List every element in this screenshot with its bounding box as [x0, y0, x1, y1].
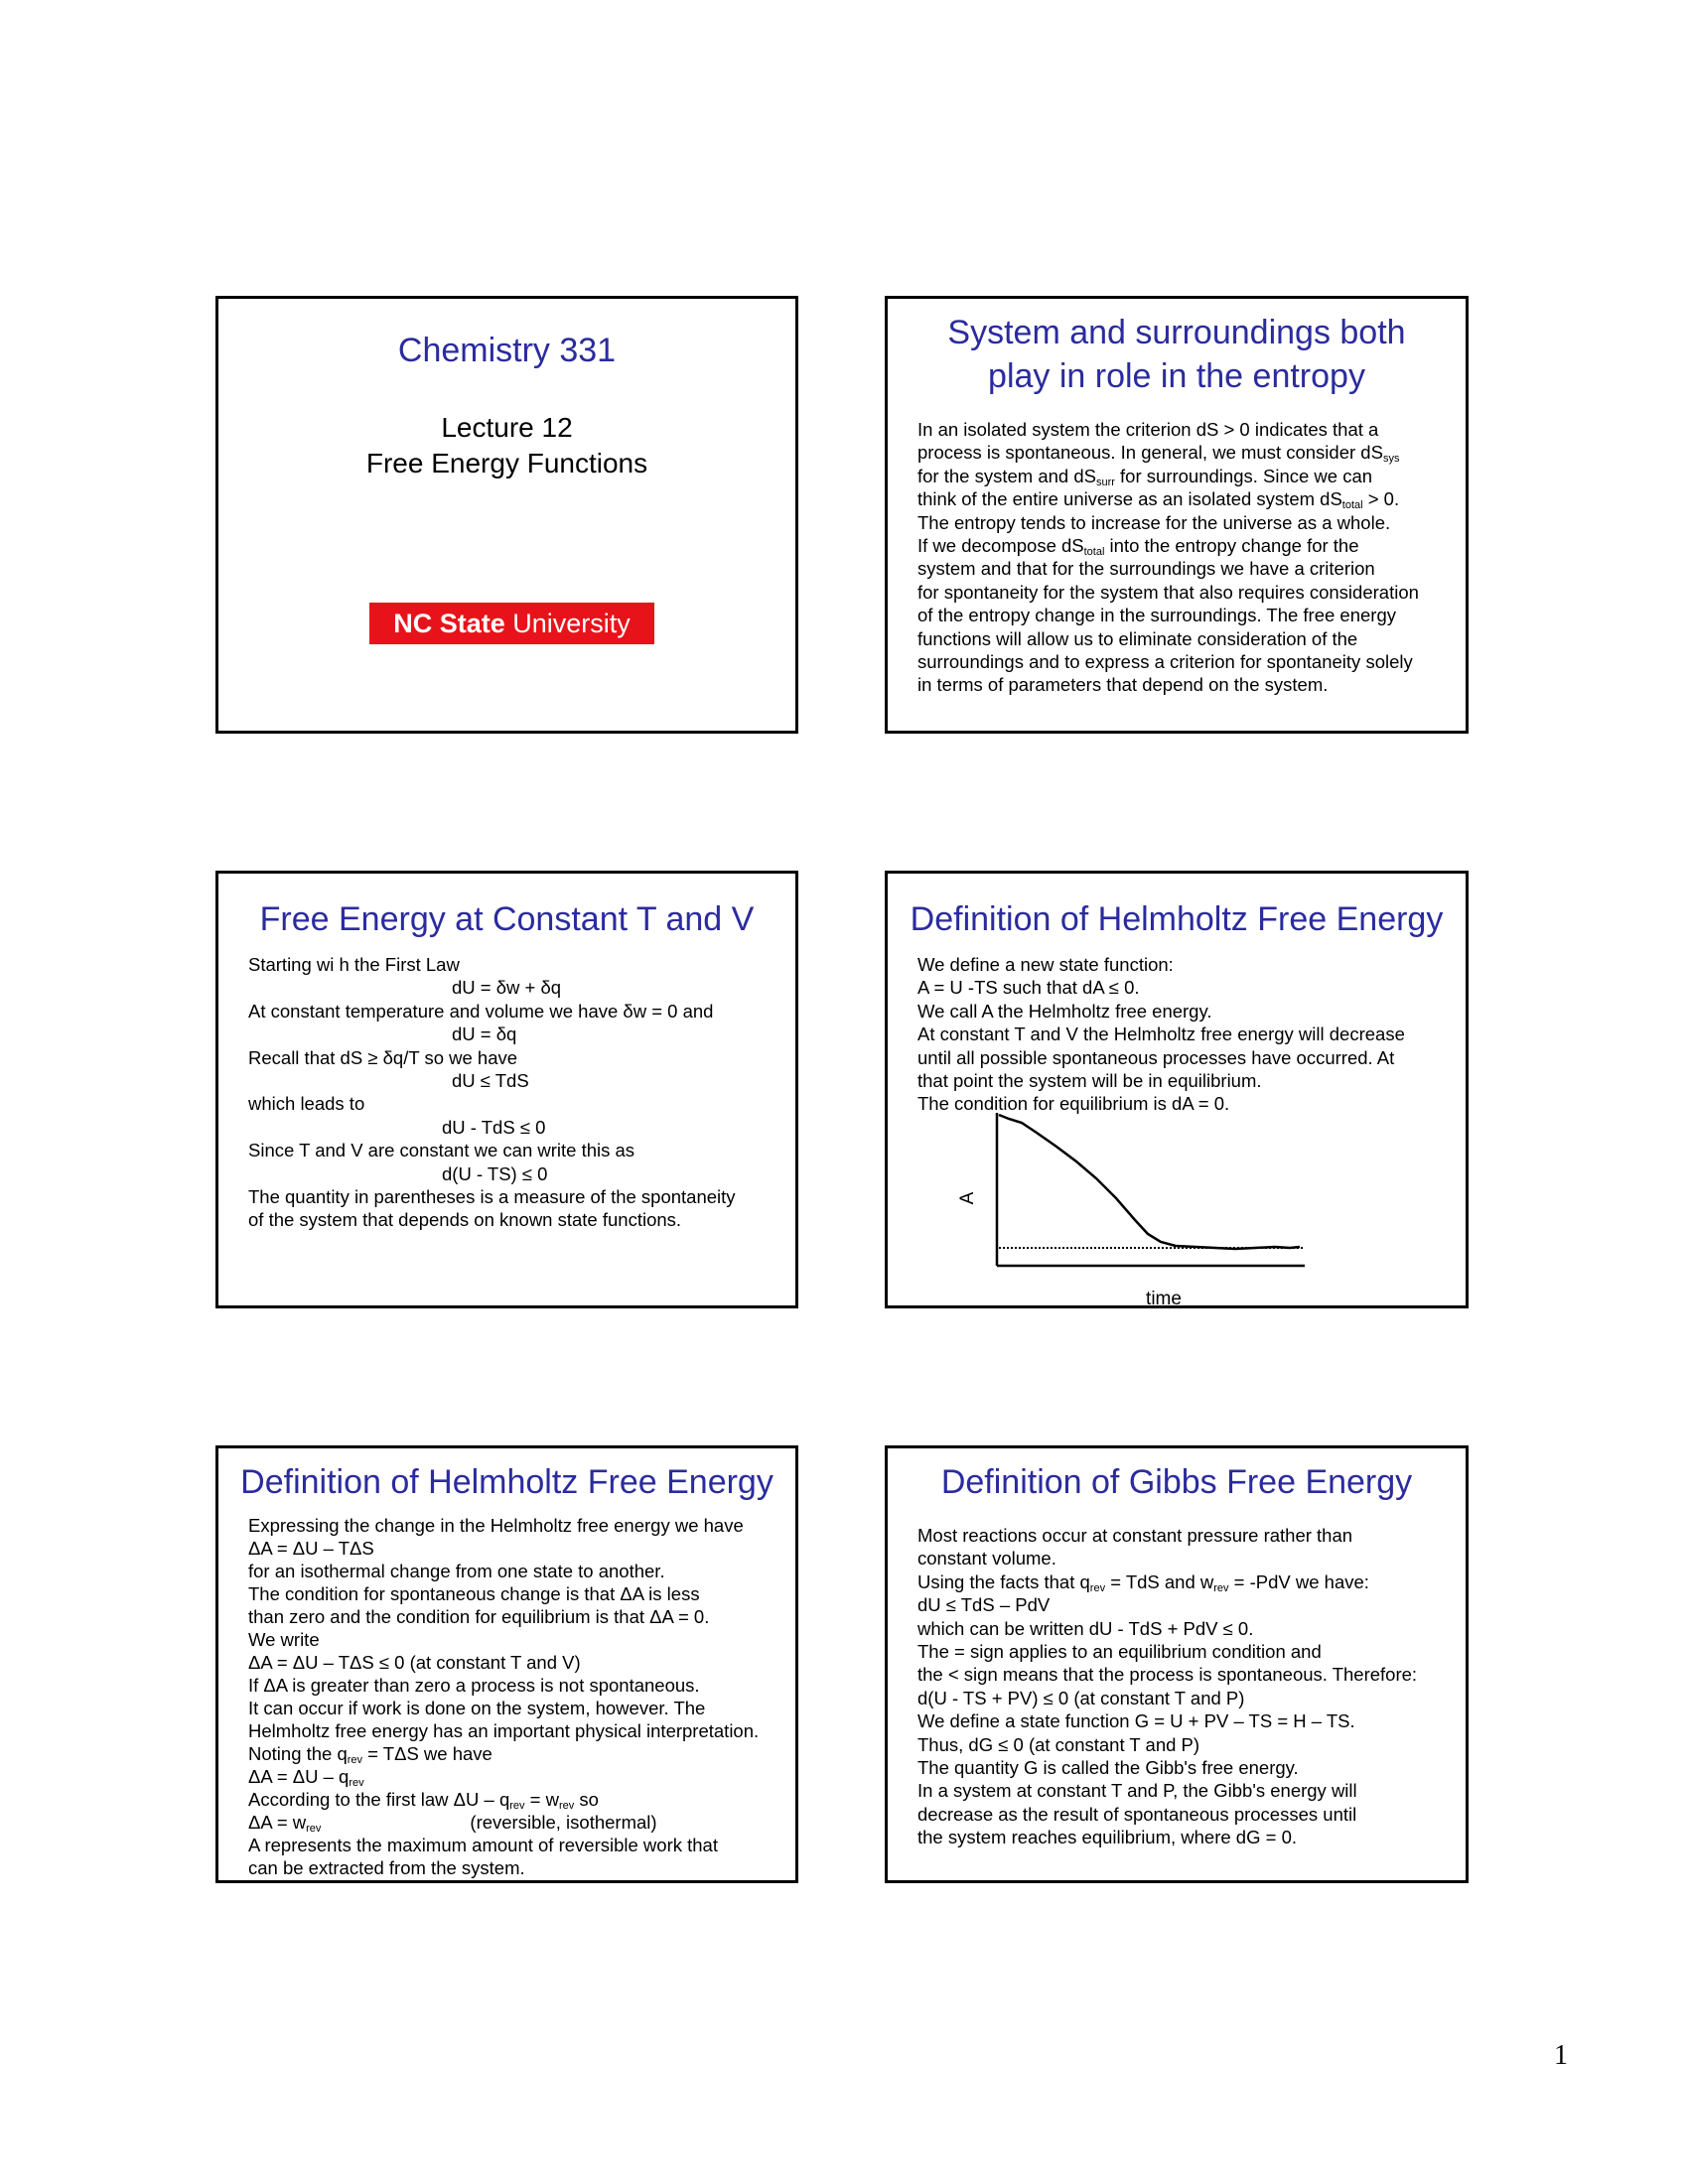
body-line: The quantity in parentheses is a measure of the spontaneity	[248, 1186, 736, 1208]
body-line: think of the entire universe as an isolated system $dS_{total} > 0$.	[917, 488, 1400, 512]
slide-body	[917, 1524, 1417, 1849]
body-line: In a system at constant T and P, the Gibb's energy will	[917, 1780, 1357, 1802]
body-line: of the system that depends on known state functions.	[248, 1209, 682, 1231]
body-line: process is spontaneous. In general, we must consider $dS_{sys}$	[917, 442, 1400, 466]
body-line: that point the system will be in equilibrium.	[917, 1070, 1262, 1092]
body-line: The entropy tends to increase for the universe as a whole.	[917, 511, 1391, 533]
body-line: dU ≤ TdS – PdV	[917, 1594, 1051, 1616]
logo-rest-text: University	[512, 609, 631, 638]
body-line: Since T and V are constant we can write this as	[248, 1140, 635, 1161]
body-line: than zero and the condition for equilibrium is that ΔA = 0.	[248, 1606, 710, 1627]
lecture-number: Lecture 12	[441, 412, 573, 443]
page-number: 1	[1554, 2040, 1568, 2071]
equation: dU - TdS ≤ 0	[442, 1116, 546, 1138]
slide-body	[248, 953, 736, 1232]
body-line: The quantity G is called the Gibb's free energy.	[917, 1757, 1299, 1779]
body-line: Most reactions occur at constant pressure rather than	[917, 1525, 1353, 1546]
body-line: can be extracted from the system.	[248, 1857, 525, 1878]
body-line: decrease as the result of spontaneous processes until	[917, 1803, 1357, 1825]
body-line: If we decompose $dS_{total}$ into the entropy change for the	[917, 535, 1359, 559]
equation: dU = δw + δq	[452, 977, 562, 999]
body-line: We define a state function G = U + PV – TS = H – TS.	[917, 1710, 1355, 1732]
body-line: $\Delta A = \Delta U - q_{rev}$	[248, 1766, 364, 1789]
body-line: We define a new state function:	[917, 954, 1174, 975]
body-line: system and that for the surroundings we have a criterion	[917, 558, 1375, 580]
slide-constant-t-v	[215, 871, 798, 1308]
body-line: ΔA = ΔU – TΔS ≤ 0 (at constant T and V)	[248, 1652, 581, 1673]
body-line: A = U -TS such that dA ≤ 0.	[917, 977, 1140, 999]
body-line: The condition for equilibrium is dA = 0.	[917, 1093, 1230, 1115]
body-line: We write	[248, 1629, 320, 1650]
body-line: If ΔA is greater than zero a process is not spontaneous.	[248, 1675, 700, 1696]
slide-body	[917, 418, 1419, 697]
body-line: d(U - TS + PV) ≤ 0 (at constant T and P)	[917, 1687, 1245, 1708]
slide-heading: Free Energy at Constant T and V	[259, 900, 755, 938]
reversible-note: (reversible, isothermal)	[470, 1812, 657, 1833]
slide-heading: Definition of Helmholtz Free Energy	[240, 1463, 774, 1501]
body-line: which can be written dU - TdS + PdV ≤ 0.	[917, 1617, 1254, 1639]
body-line: for the system and $dS_{surr}$ for surroundings. Since we can	[917, 465, 1373, 488]
body-line: Starting wi h the First Law	[248, 954, 460, 975]
slide-heading	[888, 311, 1466, 398]
slide-helmholtz-definition	[885, 871, 1469, 1308]
body-line: The condition for spontaneous change is that ΔA is less	[248, 1583, 700, 1604]
slide-gibbs-definition	[885, 1445, 1469, 1883]
helmholtz-graph	[937, 1107, 1354, 1305]
slide-heading: Definition of Helmholtz Free Energy	[910, 900, 1444, 938]
body-line: for an isothermal change from one state to another.	[248, 1561, 665, 1581]
body-line: In an isolated system the criterion dS > 0 indicates that a	[917, 419, 1379, 440]
body-line: the < sign means that the process is spontaneous. Therefore:	[917, 1664, 1418, 1686]
graph-x-label: time	[1146, 1289, 1182, 1305]
body-line: the system reaches equilibrium, where dG = 0.	[917, 1827, 1297, 1848]
slide-heading: Definition of Gibbs Free Energy	[940, 1463, 1413, 1501]
equation: dU ≤ TdS	[452, 1070, 529, 1092]
heading-line-2: play in role in the entropy	[988, 357, 1365, 395]
equation: d(U - TS) ≤ 0	[442, 1162, 548, 1184]
body-line: Noting the $q_{rev} = T\Delta S$ we have	[248, 1743, 492, 1766]
body-line: for spontaneity for the system that also requires consideration	[917, 581, 1419, 603]
slide-helmholtz-interpretation	[215, 1445, 798, 1883]
helmholtz-curve	[999, 1115, 1300, 1249]
heading-line-1: System and surroundings both	[947, 314, 1406, 351]
body-line: The = sign applies to an equilibrium condition and	[917, 1641, 1322, 1663]
body-line: Using the facts that $q_{rev}$ = TdS and $w_{rev} = -PdV$ we have:	[917, 1570, 1369, 1594]
body-line: functions will allow us to eliminate consideration of the	[917, 627, 1358, 649]
slide-body	[248, 1514, 759, 1879]
lecture-subtitle: Free Energy Functions	[365, 448, 648, 478]
body-line: At constant temperature and volume we have δw = 0 and	[248, 1000, 714, 1022]
slide-title	[215, 296, 798, 734]
slide-title-heading: Chemistry 331	[397, 332, 617, 369]
body-line: ΔA = ΔU – TΔS	[248, 1538, 374, 1559]
body-line: According to the first law $\Delta U - q_{rev} = w_{rev}$ so	[248, 1789, 599, 1812]
slide-system-surroundings	[885, 296, 1469, 734]
body-line: $\Delta A = w_{rev}$ (reversible, isothermal)	[248, 1812, 657, 1835]
lecture-info	[218, 410, 795, 481]
body-line: We call A the Helmholtz free energy.	[917, 1000, 1212, 1022]
body-line: of the entropy change in the surroundings. The free energy	[917, 605, 1397, 626]
body-line: surroundings and to express a criterion for spontaneity solely	[917, 651, 1413, 673]
equation: dU = δq	[452, 1024, 517, 1045]
nc-state-logo	[369, 603, 654, 644]
logo-bold-text: NC State	[393, 609, 505, 638]
body-line: It can occur if work is done on the system, however. The	[248, 1698, 706, 1718]
body-line: Expressing the change in the Helmholtz free energy we have	[248, 1515, 744, 1536]
body-line: A represents the maximum amount of reversible work that	[248, 1835, 718, 1855]
body-line: Thus, dG ≤ 0 (at constant T and P)	[917, 1733, 1200, 1755]
graph-y-label: A	[957, 1191, 978, 1205]
slide-body	[917, 953, 1405, 1116]
body-line: At constant T and V the Helmholtz free energy will decrease	[917, 1024, 1405, 1045]
body-line: which leads to	[248, 1093, 365, 1115]
body-line: in terms of parameters that depend on the system.	[917, 674, 1329, 696]
body-line: constant volume.	[917, 1548, 1056, 1570]
body-line: until all possible spontaneous processes have occurred. At	[917, 1046, 1395, 1068]
body-line: Recall that dS ≥ δq/T so we have	[248, 1046, 518, 1068]
body-line: Helmholtz free energy has an important physical interpretation.	[248, 1720, 760, 1741]
